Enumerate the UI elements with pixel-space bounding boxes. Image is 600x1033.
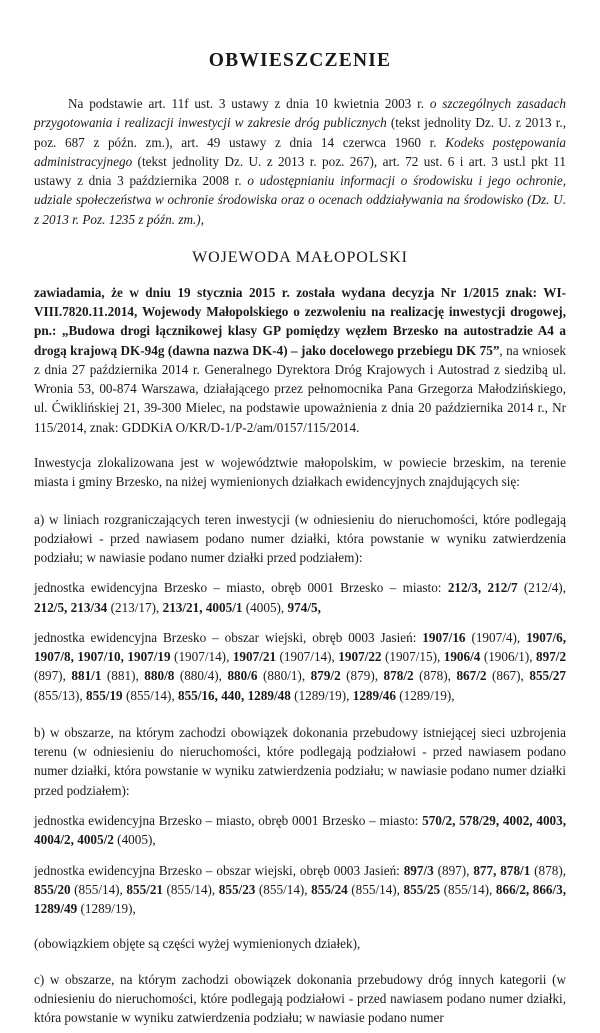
parcel-previous-number: (1907/4),: [465, 629, 521, 645]
parcel-number: 855/19: [86, 687, 123, 703]
parcel-number: 1907/19: [127, 649, 171, 665]
parcel-previous-number: (881),: [101, 668, 139, 684]
parcel-number: 1907/21: [232, 649, 277, 665]
parcel-previous-number: (878),: [530, 862, 567, 878]
notice-part-2: , na wniosek z dnia 27 października 2014 r. Generalnego Dyrektora Dróg Krajowych i Autostrad z siedzibą ul. Wronia 53, 00-874 Warszawa, działającego przez pełnomocnika Pana Grzegorza Małodzińskiego, ul. Ćwiklińskiej 21, 39-300 Mielec, na podstawie upoważnienia z dnia 20 października 2014 r., Nr 115/2014, znak: GDDKiA O/KR/D-1/P-2/am/0157/115/2014.: [34, 342, 566, 435]
parcel-previous-number: (1907/14),: [276, 649, 335, 665]
parcel-previous-number: (855/14),: [347, 881, 400, 897]
parcel-number: 855/20: [34, 881, 71, 897]
parcel-previous-number: (1907/14),: [170, 649, 230, 665]
parcel-number: 212/7: [487, 580, 518, 596]
parcel-number: 878/1: [500, 862, 531, 878]
parcel-number: 855/16,: [177, 687, 218, 703]
parcel-number: 213/34: [70, 599, 108, 615]
notice-part-1: zawiadamia, że w dniu 19 stycznia 2015 r. została wydana decyzja Nr 1/2015 znak: WI-VIII.7820.11.2014, Wojewody Małopolskiego o zezwoleniu na realizację inwestycji drogowej, pn.:: [34, 284, 566, 339]
parcel-number: 880/8: [144, 668, 175, 684]
section-b-unit-2: [34, 861, 566, 919]
parcel-number: 897/3: [403, 862, 434, 878]
section-b-intro: b) w obszarze, na którym zachodzi obowiązek dokonania przebudowy istniejącej sieci uzbrojenia terenu (w odniesieniu do nieruchomości, które podlegają podziałowi - przed nawiasem podano numer działki, która powstanie w wyniku zatwierdzenia podziału; w nawiasie podano numer działki przed podziałem):: [34, 724, 566, 798]
parcel-number: 1907/10,: [77, 649, 124, 665]
legal-italic-1: o szczególnych zasadach przygotowania i realizacji inwestycji w zakresie dróg publicznych: [34, 96, 566, 131]
legal-italic-3: o udostępnianiu informacji o środowisku i jego ochronie, udziale społeczeństwa w ochronie środowiska oraz o ocenach oddziaływania na środowisko: [34, 173, 566, 208]
parcel-previous-number: (855/14),: [255, 881, 308, 897]
notice-paragraph: [34, 283, 566, 437]
parcel-number: 878/2: [383, 668, 414, 684]
parcel-previous-number: (1289/19),: [77, 901, 136, 917]
parcel-previous-number: (855/14),: [122, 687, 175, 703]
parcel-number: 867/2: [456, 668, 487, 684]
parcel-number: 880/6: [227, 668, 258, 684]
section-b-unit-2-prefix: jednostka ewidencyjna Brzesko – obszar wiejski, obręb 0003 Jasień:: [34, 862, 404, 878]
parcel-number: 440,: [221, 687, 245, 703]
parcel-previous-number: (880/4),: [174, 668, 222, 684]
parcel-previous-number: (855/14),: [163, 881, 216, 897]
parcel-previous-number: (879),: [340, 668, 379, 684]
parcel-number: 881/1: [71, 668, 102, 684]
parcel-number: 974/5,: [287, 599, 321, 615]
section-b-unit-1-prefix: jednostka ewidencyjna Brzesko – miasto, obręb 0001 Brzesko – miasto:: [34, 812, 423, 828]
parcel-previous-number: (212/4),: [517, 580, 566, 596]
section-b-unit-1: [34, 811, 566, 850]
parcel-number: 1906/4: [443, 649, 481, 665]
parcel-number: 4002,: [502, 812, 533, 828]
parcel-number: 866/2,: [495, 881, 530, 897]
parcel-number: 1907/16: [422, 629, 466, 645]
parcel-number: 578/29,: [459, 812, 500, 828]
section-a-unit-1-prefix: jednostka ewidencyjna Brzesko – miasto, obręb 0001 Brzesko – miasto:: [34, 580, 448, 596]
parcel-number: 1289/48: [247, 687, 291, 703]
parcel-number: 4003,: [536, 812, 567, 828]
parcel-number: 855/24: [311, 881, 348, 897]
parcel-number: 1289/46: [352, 687, 396, 703]
section-a-intro: a) w liniach rozgraniczających teren inwestycji (w odniesieniu do nieruchomości, które podlegają podziałowi - przed nawiasem podano numer działki, która powstanie w wyniku zatwierdzenia podziału; w nawiasie podano numer działki przed podziałem):: [34, 511, 566, 566]
parcel-previous-number: (1289/19),: [290, 687, 350, 703]
parcel-number: 1907/8,: [34, 649, 74, 665]
section-b-note: (obowiązkiem objęte są części wyżej wymienionych działek),: [34, 936, 361, 952]
parcel-number: 855/27: [529, 668, 566, 684]
legal-lead: Na podstawie art. 11f ust. 3 ustawy z dnia 10 kwietnia 2003 r.: [68, 96, 430, 111]
parcel-number: 1907/22: [338, 649, 382, 665]
page-title: OBWIESZCZENIE: [208, 50, 392, 71]
parcel-previous-number: (867),: [486, 668, 524, 684]
parcel-previous-number: (1907/15),: [381, 649, 441, 665]
notice-project-name: „Budowa drogi łącznikowej klasy GP pomiędzy węzłem Brzesko na autostradzie A4 a drogą krajową DK-94g (dawna nazwa DK-4) – jako docelowego przebiegu DK 75”: [34, 323, 566, 358]
section-a-unit-2-prefix: jednostka ewidencyjna Brzesko – obszar wiejski, obręb 0003 Jasień:: [34, 629, 423, 645]
parcel-previous-number: (4005),: [113, 832, 156, 848]
parcel-number: 4005/2: [77, 832, 114, 848]
parcel-previous-number: (878),: [413, 668, 451, 684]
parcel-number: 212/3,: [447, 580, 482, 596]
parcel-number: 855/23: [218, 881, 256, 897]
parcel-number: 866/3,: [532, 881, 567, 897]
parcel-number: 1907/6,: [526, 629, 567, 645]
parcel-previous-number: (1289/19),: [395, 687, 455, 703]
location-paragraph: Inwestycja zlokalizowana jest w województwie małopolskim, w powiecie brzeskim, na terenie miasta i gminy Brzesko, na niżej wymienionych działkach ewidencyjnych znajdujących się:: [34, 454, 566, 490]
parcel-number: 855/21: [126, 881, 164, 897]
parcel-number: 570/2,: [422, 812, 456, 828]
parcel-number: 877,: [473, 862, 497, 878]
parcel-number: 897/2: [536, 649, 567, 665]
section-a-unit-2: [34, 628, 566, 705]
parcel-previous-number: (880/1),: [257, 668, 306, 684]
parcel-number: 855/25: [403, 881, 441, 897]
parcel-number: 212/5,: [34, 599, 68, 615]
parcel-previous-number: (855/14),: [440, 881, 493, 897]
legal-italic-2: Kodeks postępowania administracyjnego: [34, 134, 566, 169]
section-a-unit-1: [34, 578, 566, 617]
authority-heading: WOJEWODA MAŁOPOLSKI: [192, 248, 408, 266]
parcel-previous-number: (897),: [34, 668, 66, 684]
legal-mid-2: (tekst jednolity Dz. U. z 2013 r. poz. 267), art. 72 ust. 6 i art. 3 ust.l pkt 11 ustawy z dnia 3 października 2008 r.: [34, 153, 566, 189]
legal-mid-1: (tekst jednolity Dz. U. z 2013 r., poz. 687 z późn. zm.), art. 49 ustawy z dnia 14 czerwca 1960 r.: [34, 115, 566, 150]
parcel-number: 879/2: [310, 668, 341, 684]
parcel-previous-number: (855/13),: [34, 687, 83, 703]
parcel-previous-number: (4005),: [242, 599, 285, 615]
parcel-number: 1289/49: [34, 901, 78, 917]
parcel-number: 4004/2,: [34, 832, 74, 848]
parcel-number: 213/21,: [162, 599, 203, 615]
legal-basis-paragraph: [34, 94, 566, 229]
parcel-previous-number: (855/14),: [70, 881, 123, 897]
parcel-previous-number: (1906/1),: [480, 649, 533, 665]
legal-end: (Dz. U. z 2013 r. Poz. 1235 z późn. zm.),: [34, 192, 566, 227]
parcel-previous-number: (897),: [433, 862, 470, 878]
parcel-number: 4005/1: [205, 599, 243, 615]
section-c-intro: c) w obszarze, na którym zachodzi obowiązek dokonania przebudowy dróg innych kategorii (w odniesieniu do nieruchomości, które podlegają podziałowi - przed nawiasem podano numer działki, która powstanie w wyniku zatwierdzenia podziału; w nawiasie podano numer: [34, 971, 566, 1026]
parcel-previous-number: (213/17),: [107, 599, 160, 615]
